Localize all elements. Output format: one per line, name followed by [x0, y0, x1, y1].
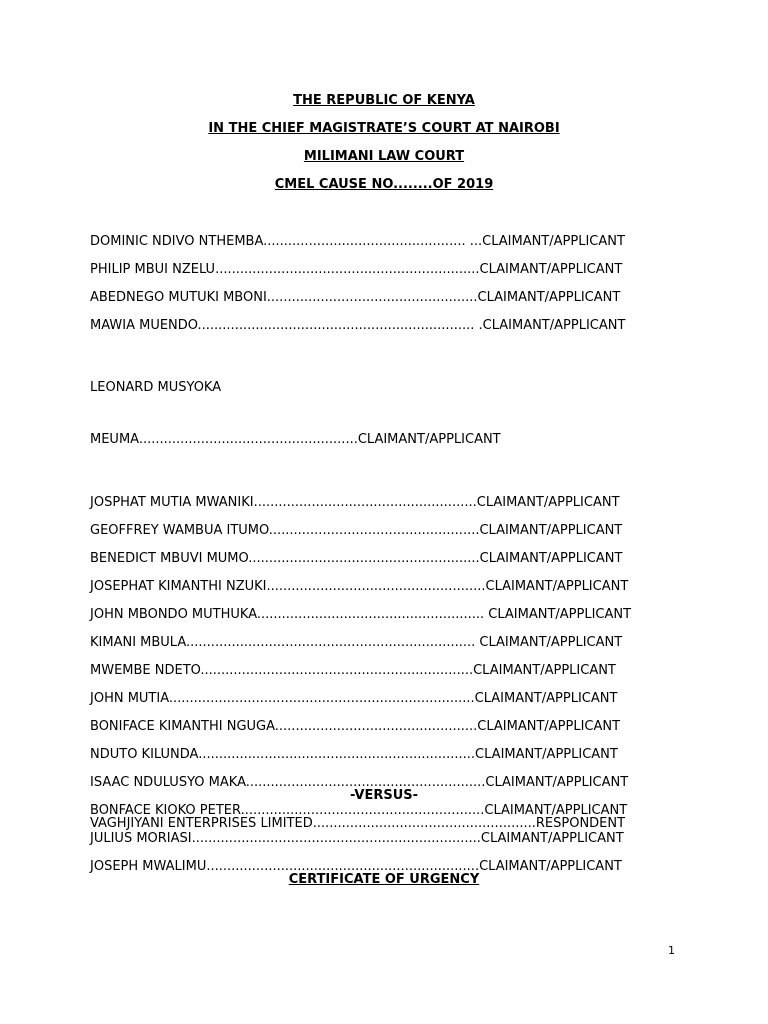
- heading-court: IN THE CHIEF MAGISTRATE’S COURT AT NAIROBI: [208, 121, 560, 136]
- party-line: NDUTO KILUNDA...................................................................CLAIMANT/APPLICANT: [90, 747, 618, 762]
- party-name-first-line: LEONARD MUSYOKA: [90, 380, 222, 395]
- party-line: BENEDICT MBUVI MUMO........................................................CLAIMANT/APPLICANT: [90, 551, 623, 566]
- party-line: BONIFACE KIMANTHI NGUGA.................................................CLAIMANT/APPLICANT: [90, 719, 621, 734]
- party-line: JOHN MUTIA..........................................................................CLAIMANT/APPLICANT: [90, 691, 618, 706]
- respondent-line: VAGHJIYANI ENTERPRISES LIMITED......................................................RESPONDENT: [90, 816, 626, 831]
- party-line: ISAAC NDULUSYO MAKA..........................................................CLAIMANT/APPLICANT: [90, 775, 629, 790]
- party-name-second-line: MEUMA.....................................................CLAIMANT/APPLICANT: [90, 432, 501, 447]
- party-line: DOMINIC NDIVO NTHEMBA................................................. ...CLAIMANT/APPLICANT: [90, 234, 625, 249]
- party-line: JOSEPH MWALIMU..................................................................CLAIMANT/APPLICANT: [90, 859, 622, 874]
- party-line: JOSPHAT MUTIA MWANIKI......................................................CLAIMANT/APPLICANT: [90, 495, 620, 510]
- party-line: PHILIP MBUI NZELU................................................................CLAIMANT/APPLICANT: [90, 262, 623, 277]
- party-line: ABEDNEGO MUTUKI MBONI...................................................CLAIMANT/APPLICANT: [90, 290, 621, 305]
- party-line: BONFACE KIOKO PETER...........................................................CLAIMANT/APPLICANT: [90, 803, 628, 818]
- page-number: 1: [668, 944, 675, 957]
- party-line: GEOFFREY WAMBUA ITUMO...................................................CLAIMANT/APPLICANT: [90, 523, 623, 538]
- certificate-title: CERTIFICATE OF URGENCY: [288, 872, 480, 887]
- party-line: JOHN MBONDO MUTHUKA....................................................... CLAIMANT/APPLICANT: [90, 607, 632, 622]
- party-line: JULIUS MORIASI......................................................................CLAIMANT/APPLICANT: [90, 831, 624, 846]
- party-line: JOSEPHAT KIMANTHI NZUKI.....................................................CLAIMANT/APPLICANT: [90, 579, 629, 594]
- heading-cause-number: CMEL CAUSE NO........OF 2019: [274, 177, 494, 192]
- heading-republic: THE REPUBLIC OF KENYA: [293, 93, 475, 108]
- party-line: MWEMBE NDETO..................................................................CLAIMANT/APPLICANT: [90, 663, 616, 678]
- party-line-wrapped: [90, 345, 690, 483]
- heading-law-court: MILIMANI LAW COURT: [303, 149, 465, 164]
- party-line: KIMANI MBULA...................................................................... CLAIMANT/APPLICANT: [90, 635, 623, 650]
- party-line: MAWIA MUENDO................................................................... .CLAIMANT/APPLICANT: [90, 318, 626, 333]
- versus-label: -VERSUS-: [349, 788, 419, 803]
